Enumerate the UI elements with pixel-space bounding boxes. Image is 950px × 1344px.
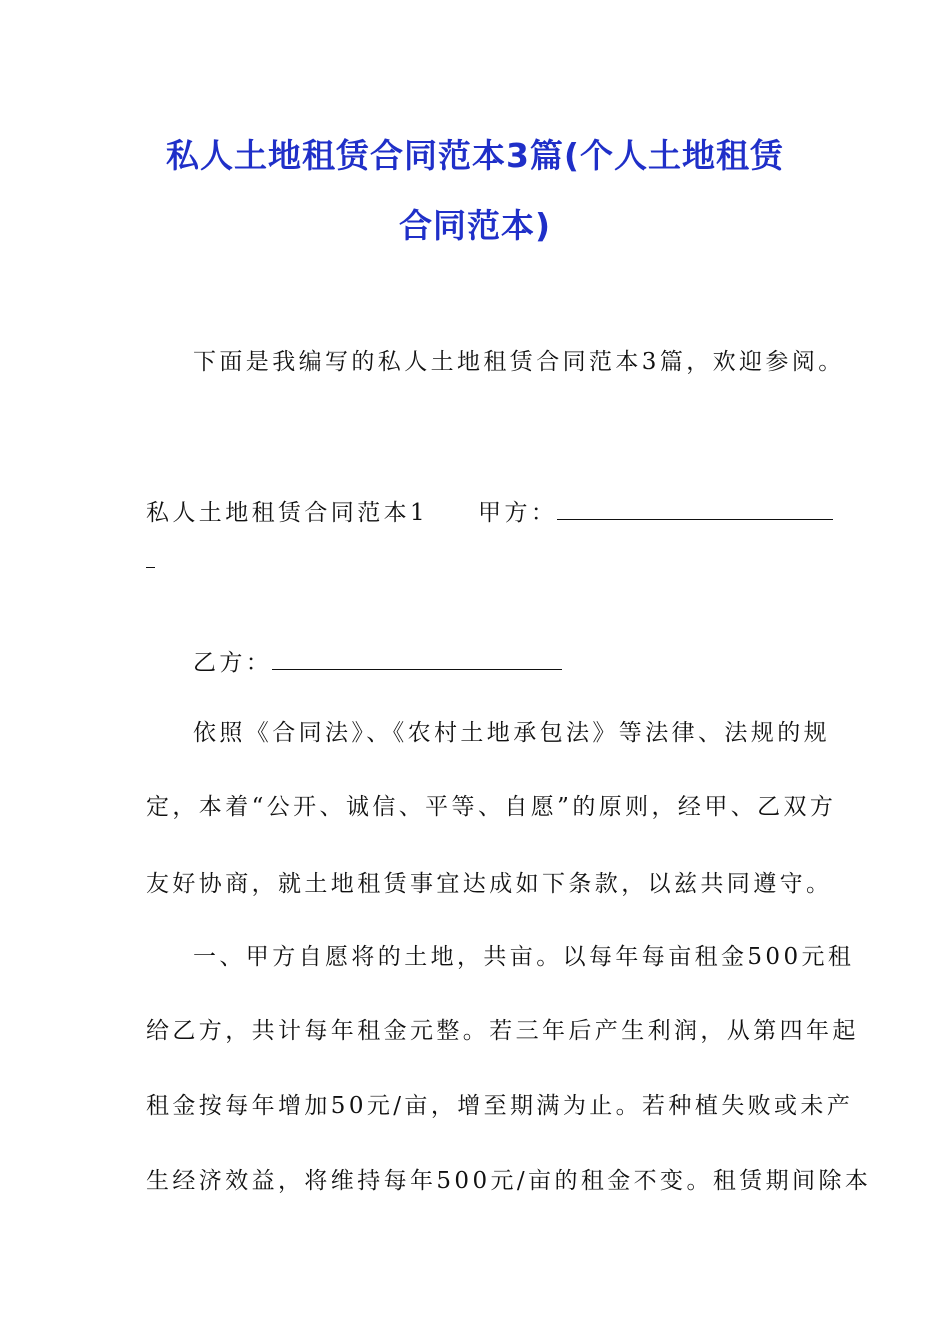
para1-line-1: 依照《合同法》、《农村土地承包法》等法律、法规的规 (193, 720, 830, 746)
party-a-blank-continuation (146, 567, 155, 568)
para1-line-3: 友好协商，就土地租赁事宜达成如下条款，以兹共同遵守。 (146, 871, 833, 897)
sample-heading: 私人土地租赁合同范本1 (146, 500, 429, 526)
party-b-line (193, 645, 806, 679)
para2-line-3: 租金按每年增加50元/亩，增至期满为止。若种植失败或未产 (146, 1093, 854, 1119)
party-a-line (146, 495, 806, 529)
party-a-blank (557, 495, 833, 520)
party-b-blank (272, 645, 562, 670)
party-b-label: 乙方： (193, 650, 273, 676)
para1-line-2: 定，本着“公开、诚信、平等、自愿”的原则，经甲、乙双方 (146, 794, 837, 820)
para2-line-4: 生经济效益，将维持每年500元/亩的租金不变。租赁期间除本 (146, 1168, 872, 1194)
document-title-line-2: 合同范本) (398, 206, 552, 245)
document-title-line-1: 私人土地租赁合同范本3篇(个人土地租赁 (165, 136, 785, 175)
para2-line-2: 给乙方，共计每年租金元整。若三年后产生利润，从第四年起 (146, 1018, 859, 1044)
para2-line-1: 一、甲方自愿将的土地，共亩。以每年每亩租金500元租 (193, 944, 855, 970)
intro-paragraph: 下面是我编写的私人土地租赁合同范本3篇，欢迎参阅。 (193, 349, 845, 375)
party-a-label: 甲方： (478, 500, 558, 526)
